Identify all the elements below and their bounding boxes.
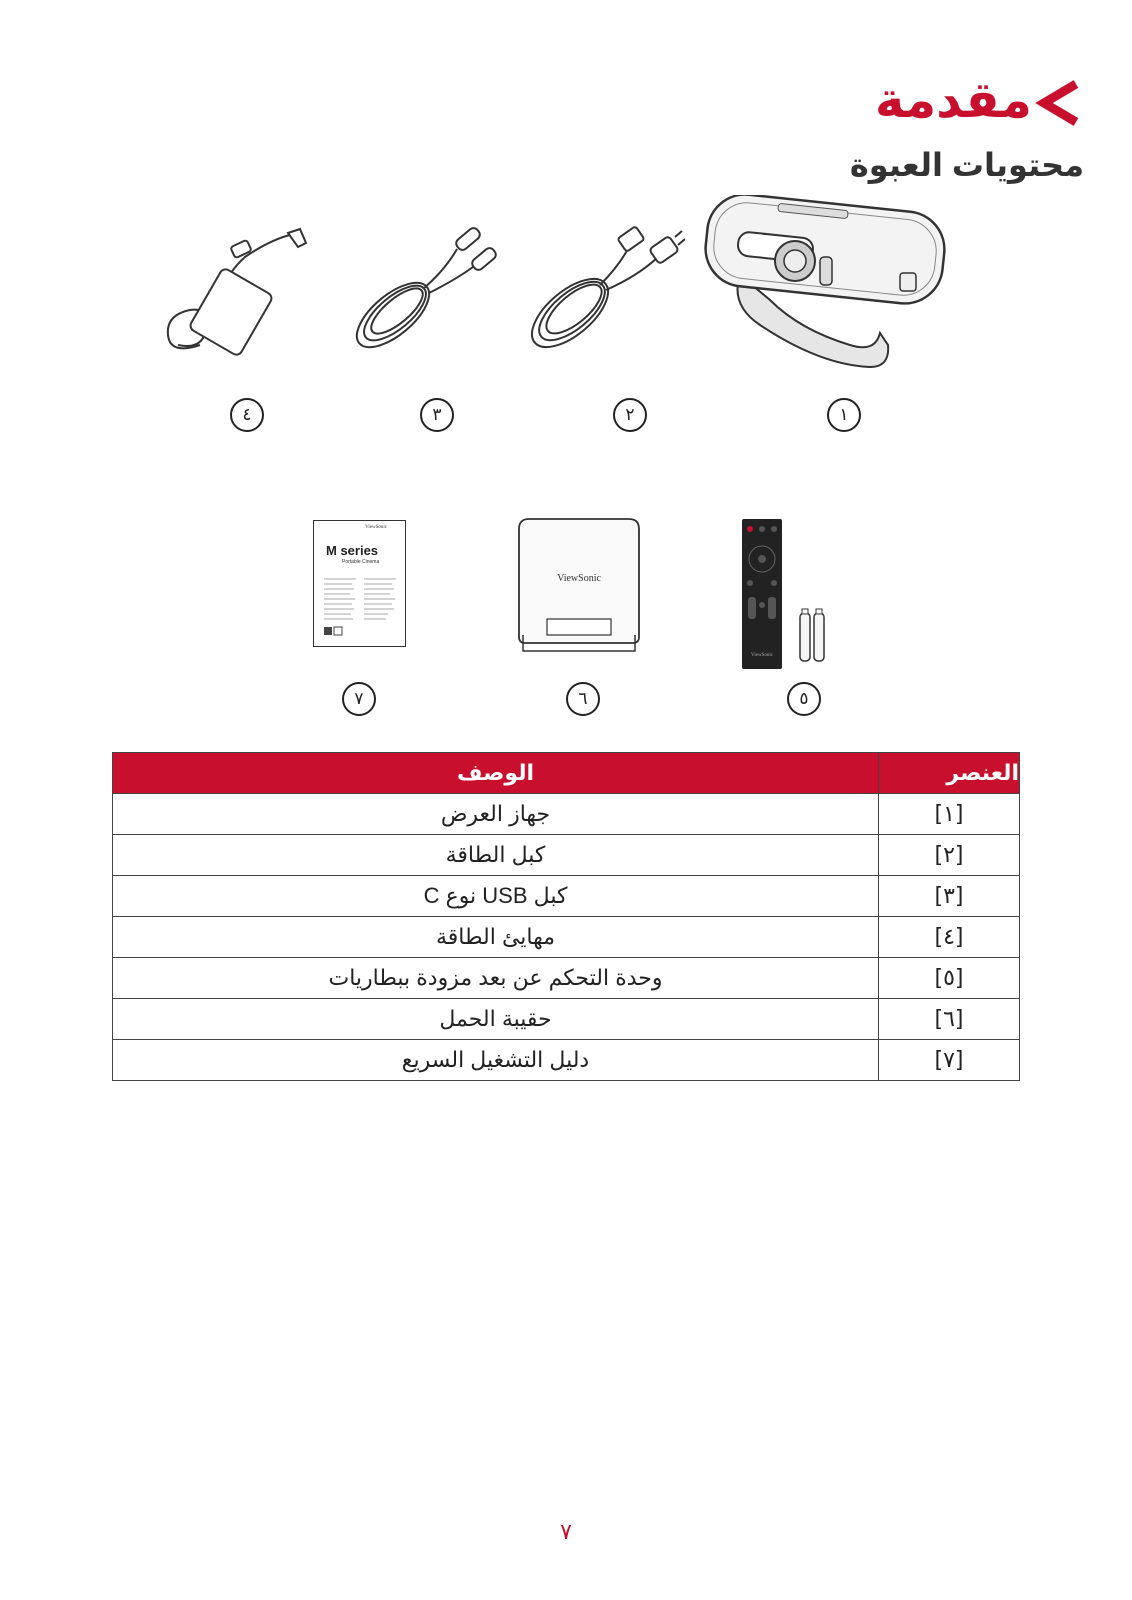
row-item: [٦] (879, 999, 1020, 1040)
power-cable-icon (520, 215, 685, 355)
chevron-left-icon (1034, 78, 1084, 128)
table-row (113, 1040, 1020, 1081)
row-description: جهاز العرض (113, 794, 879, 835)
guide-subtitle: Portable Cinema (342, 559, 380, 565)
row-item: [١] (879, 794, 1020, 835)
row-item: [٥] (879, 958, 1020, 999)
case-brand-label: ViewSonic (557, 573, 601, 584)
table-row (113, 999, 1020, 1040)
remote-brand-label: ViewSonic (751, 653, 773, 658)
item-number-5: ٥ (787, 682, 821, 716)
table-row (113, 835, 1020, 876)
item-number-7: ٧ (342, 682, 376, 716)
header-item: العنصر (879, 753, 1020, 794)
page-number: ٧ (560, 1520, 572, 1545)
item-number-4: ٤ (230, 398, 264, 432)
row-description: مهايئ الطاقة (113, 917, 879, 958)
carrying-case-icon (515, 517, 643, 655)
page-subtitle: محتويات العبوة (849, 147, 1084, 183)
quick-start-guide-icon (313, 520, 406, 647)
table-row (113, 876, 1020, 917)
row-description: دليل التشغيل السريع (113, 1040, 879, 1081)
row-description: كبل USB نوع C (113, 876, 879, 917)
power-adapter-icon (160, 215, 310, 370)
table-header-row (113, 753, 1020, 794)
section-title: مقدمة (874, 72, 1032, 128)
row-description: كبل الطاقة (113, 835, 879, 876)
table-row (113, 958, 1020, 999)
row-item: [٣] (879, 876, 1020, 917)
table-row (113, 794, 1020, 835)
item-number-2: ٢ (613, 398, 647, 432)
projector-icon (700, 195, 950, 380)
item-number-6: ٦ (566, 682, 600, 716)
table-row (113, 917, 1020, 958)
contents-table (112, 752, 1020, 1081)
item-number-1: ١ (827, 398, 861, 432)
remote-control-icon (740, 517, 840, 672)
guide-title: M series (326, 543, 379, 558)
row-description: حقيبة الحمل (113, 999, 879, 1040)
row-item: [٢] (879, 835, 1020, 876)
row-item: [٤] (879, 917, 1020, 958)
usb-c-cable-icon (345, 215, 505, 355)
row-description: وحدة التحكم عن بعد مزودة ببطاريات (113, 958, 879, 999)
header-description: الوصف (113, 753, 879, 794)
guide-brand-label: ViewSonic (365, 525, 387, 530)
row-item: [٧] (879, 1040, 1020, 1081)
item-number-3: ٣ (420, 398, 454, 432)
